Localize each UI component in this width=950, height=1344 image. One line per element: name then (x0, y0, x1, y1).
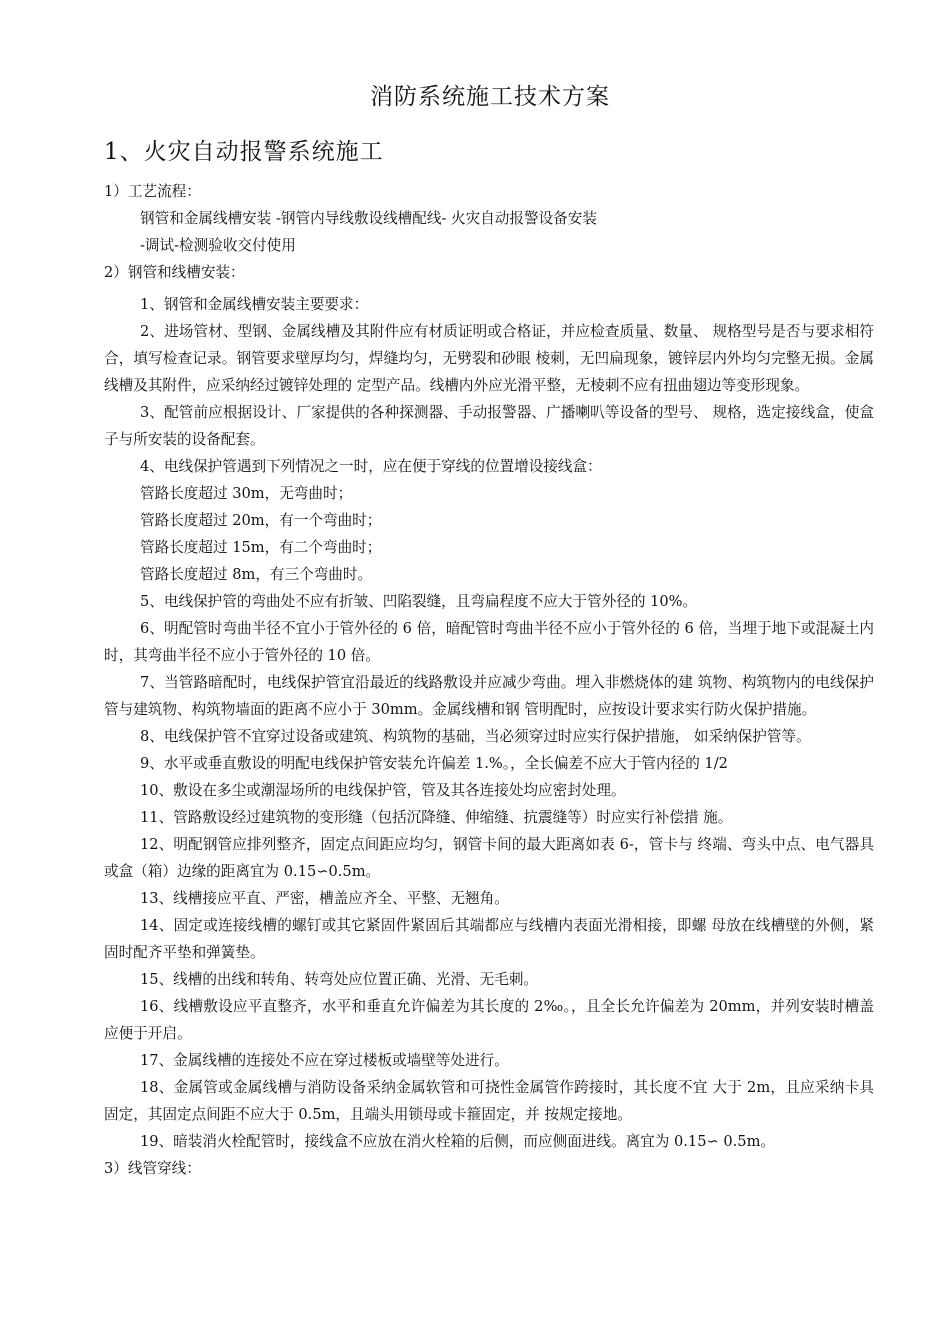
list-item: 11、管路敷设经过建筑物的变形缝（包括沉降缝、伸缩缝、抗震缝等）时应实行补偿措 施。 (140, 809, 733, 826)
list-item: 9、水平或垂直敷设的明配电线保护管安装允许偏差 1.%。，全长偏差不应大于管内径的 1/2 (140, 755, 728, 772)
list-item: 19、暗装消火栓配管时，接线盒不应放在消火栓箱的后侧，而应侧面进线。离宜为 0.15∽ 0.5m。 (140, 1133, 775, 1150)
list-item: 8、电线保护管不宜穿过设备或建筑、构筑物的基础，当必须穿过时应实行保护措施， 如采纳保护管等。 (140, 728, 811, 745)
process-flow-line: 钢管和金属线槽安装 -钢管内导线敷设线槽配线- 火灾自动报警设备安装 (140, 210, 597, 227)
list-item: 2、进场管材、型钢、金属线槽及其附件应有材质证明或合格证，并应检查质量、数量、 规格型号是否与要求相符合，填写检查记录。钢管要求壁厚均匀，焊缝均匀，无劈裂和砂眼 棱刺，无凹扁现象，镀锌层内外均匀完整无损。金属线槽及其附件，应采纳经过镀锌处理的 定型产品。线槽内外应光滑平整，无棱刺不应有扭曲翅边等变形现象。 (104, 323, 874, 394)
document-title: 消防系统施工技术方案 (370, 84, 610, 110)
list-item: 4、电线保护管遇到下列情况之一时，应在便于穿线的位置增设接线盒： (140, 458, 602, 475)
section-heading: 1、火灾自动报警系统施工 (104, 139, 384, 165)
sub-list-item: 管路长度超过 20m，有一个弯曲时； (140, 512, 382, 529)
list-item: 12、明配钢管应排列整齐，固定点间距应均匀，钢管卡间的最大距离如表 6-，管卡与 终端、弯头中点、电气器具或盒（箱）边缘的距离宜为 0.15∽0.5m。 (104, 836, 874, 880)
sub-list-item: 管路长度超过 30m，无弯曲时； (140, 485, 353, 502)
list-item: 18、金属管或金属线槽与消防设备采纳金属软管和可挠性金属管作跨接时，其长度不宜 大于 2m，且应采纳卡具固定，其固定点间距不应大于 0.5m，且端头用锁母或卡箍固定，并 按规定接地。 (104, 1079, 874, 1123)
list-item: 16、线槽敷设应平直整齐，水平和垂直允许偏差为其长度的 2‰。，且全长允许偏差为 20mm，并列安装时槽盖应便于开启。 (104, 998, 874, 1042)
document-body (104, 178, 874, 1182)
list-item: 14、固定或连接线槽的螺钉或其它紧固件紧固后其端都应与线槽内表面光滑相接，即螺 母放在线槽壁的外侧，紧固时配齐平垫和弹簧垫。 (104, 917, 874, 961)
list-item: 5、电线保护管的弯曲处不应有折皱、凹陷裂缝，且弯扁程度不应大于管外径的 10%。 (140, 593, 698, 610)
list-item: 15、线槽的出线和转角、转弯处应位置正确、光滑、无毛刺。 (140, 971, 539, 988)
list-item: 3、配管前应根据设计、厂家提供的各种探测器、手动报警器、广播喇叭等设备的型号、 规格，选定接线盒，使盒子与所安装的设备配套。 (104, 404, 874, 448)
wiring-label: 3）线管穿线： (104, 1160, 201, 1177)
list-item: 6、明配管时弯曲半径不宜小于管外径的 6 倍，暗配管时弯曲半径不应小于管外径的 6 倍，当埋于地下或混凝土内时，其弯曲半径不应小于管外径的 10 倍。 (104, 620, 874, 664)
sub-list-item: 管路长度超过 8m，有三个弯曲时。 (140, 566, 373, 583)
process-flow-label: 1）工艺流程： (104, 183, 201, 200)
pipe-install-label: 2）钢管和线槽安装： (104, 264, 245, 281)
list-item: 10、敷设在多尘或潮湿场所的电线保护管，管及其各连接处均应密封处理。 (140, 782, 626, 799)
list-item: 13、线槽接应平直、严密，槽盖应齐全、平整、无翘角。 (140, 890, 509, 907)
sub-list-item: 管路长度超过 15m，有二个弯曲时； (140, 539, 382, 556)
process-flow-line: -调试-检测验收交付使用 (140, 237, 296, 254)
list-item: 17、金属线槽的连接处不应在穿过楼板或墙壁等处进行。 (140, 1052, 509, 1069)
list-item: 1、钢管和金属线槽安装主要要求： (140, 296, 369, 313)
list-item: 7、当管路暗配时，电线保护管宜沿最近的线路敷设并应减少弯曲。埋入非燃烧体的建 筑物、构筑物内的电线保护管与建筑物、构筑物墙面的距离不应小于 30mm。金属线槽和钢 管明配时，应按设计要求实行防火保护措施。 (104, 674, 874, 718)
